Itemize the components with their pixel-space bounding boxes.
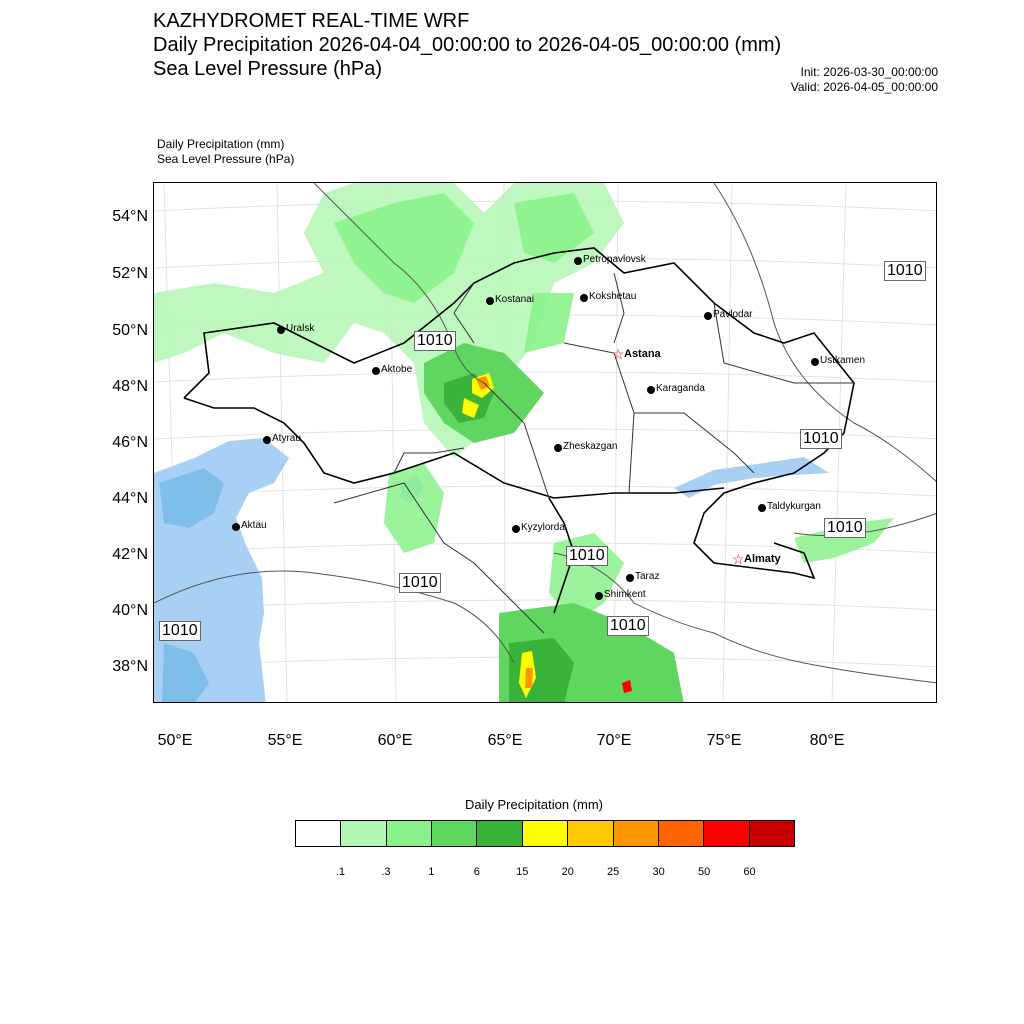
colorbar-title: Daily Precipitation (mm) — [465, 797, 603, 812]
lat-label: 40°N — [112, 602, 148, 619]
lat-label: 42°N — [112, 546, 148, 563]
city-label-kostanai: Kostanai — [495, 294, 534, 305]
colorbar-swatch — [296, 821, 341, 846]
city-dot-icon — [512, 525, 520, 533]
colorbar-label: .1 — [335, 866, 346, 878]
city-label-zheskazgan: Zheskazgan — [563, 441, 618, 452]
lat-label: 38°N — [112, 658, 148, 675]
city-dot-icon — [758, 504, 766, 512]
city-label-aktau: Aktau — [241, 520, 267, 531]
colorbar — [295, 820, 795, 847]
isobar-label: 1010 — [607, 616, 649, 636]
colorbar-swatch — [568, 821, 613, 846]
isobar-label: 1010 — [884, 261, 926, 281]
title-line-2: Daily Precipitation 2026-04-04_00:00:00 to 2026-04-05_00:00:00 (mm) — [153, 34, 782, 56]
city-dot-icon — [574, 257, 582, 265]
colorbar-swatch — [704, 821, 749, 846]
city-dot-icon — [372, 367, 380, 375]
city-dot-icon — [263, 436, 271, 444]
city-label-atyrau: Atyrau — [272, 433, 301, 444]
lat-label: 52°N — [112, 265, 148, 282]
title-line-3: Sea Level Pressure (hPa) — [153, 58, 383, 80]
colorbar-swatch — [750, 821, 794, 846]
colorbar-label: 60 — [743, 866, 756, 878]
field-label-precip: Daily Precipitation (mm) — [157, 137, 285, 151]
field-label-slp: Sea Level Pressure (hPa) — [157, 152, 295, 166]
title-line-1: KAZHYDROMET REAL-TIME WRF — [153, 10, 470, 32]
isobar-label: 1010 — [800, 429, 842, 449]
isobar-label: 1010 — [414, 331, 456, 351]
city-label-almaty: Almaty — [744, 553, 781, 565]
lon-label: 55°E — [267, 732, 303, 749]
capital-star-icon: ☆ — [732, 551, 745, 567]
colorbar-label: 30 — [652, 866, 665, 878]
colorbar-label: 15 — [516, 866, 529, 878]
city-label-kokshetau: Kokshetau — [589, 291, 637, 302]
city-dot-icon — [647, 386, 655, 394]
init-time: Init: 2026-03-30_00:00:00 — [800, 65, 938, 79]
lat-label: 50°N — [112, 322, 148, 339]
lon-label: 70°E — [596, 732, 632, 749]
city-dot-icon — [486, 297, 494, 305]
lat-label: 54°N — [112, 208, 148, 225]
city-label-uralsk: Uralsk — [286, 323, 315, 334]
colorbar-swatch — [659, 821, 704, 846]
city-dot-icon — [232, 523, 240, 531]
city-label-shimkent: Shimkent — [604, 589, 646, 600]
colorbar-swatch — [477, 821, 522, 846]
colorbar-label: .3 — [381, 866, 391, 878]
city-dot-icon — [595, 592, 603, 600]
isobar-label: 1010 — [159, 621, 201, 641]
city-label-aktobe: Aktobe — [381, 364, 413, 375]
lon-label: 50°E — [157, 732, 193, 749]
capital-star-icon: ☆ — [612, 346, 625, 362]
isobar-label: 1010 — [566, 546, 608, 566]
lon-label: 75°E — [706, 732, 742, 749]
city-dot-icon — [554, 444, 562, 452]
city-label-ustkamen: Ustkamen — [820, 355, 866, 366]
lat-label: 44°N — [112, 490, 148, 507]
city-label-karaganda: Karaganda — [656, 383, 705, 394]
lon-label: 65°E — [487, 732, 523, 749]
colorbar-label: 1 — [428, 866, 435, 878]
lon-label: 80°E — [809, 732, 845, 749]
colorbar-label: 20 — [561, 866, 574, 878]
lake-balkhash — [674, 457, 829, 498]
city-label-astana: Astana — [624, 348, 661, 360]
colorbar-label: 50 — [697, 866, 711, 878]
city-label-petropavlovsk: Petropavlovsk — [583, 254, 646, 265]
isobar-label: 1010 — [824, 518, 866, 538]
isobar-label: 1010 — [399, 573, 441, 593]
city-label-taraz: Taraz — [635, 571, 660, 582]
city-label-kyzylorda: Kyzylorda — [521, 522, 565, 533]
colorbar-swatch — [523, 821, 568, 846]
city-dot-icon — [626, 574, 634, 582]
colorbar-label: 25 — [607, 866, 620, 878]
colorbar-label: 6 — [473, 866, 480, 878]
colorbar-swatch — [432, 821, 477, 846]
colorbar-swatch — [614, 821, 659, 846]
city-dot-icon — [811, 358, 819, 366]
colorbar-swatch — [341, 821, 386, 846]
city-dot-icon — [580, 294, 588, 302]
city-label-taldykurgan: Taldykurgan — [767, 501, 821, 512]
city-dot-icon — [704, 312, 712, 320]
colorbar-swatch — [387, 821, 432, 846]
city-label-pavlodar: Pavlodar — [713, 309, 753, 320]
city-dot-icon — [277, 326, 285, 334]
lon-label: 60°E — [377, 732, 413, 749]
lat-label: 46°N — [112, 434, 148, 451]
valid-time: Valid: 2026-04-05_00:00:00 — [790, 80, 938, 94]
lat-label: 48°N — [112, 378, 148, 395]
